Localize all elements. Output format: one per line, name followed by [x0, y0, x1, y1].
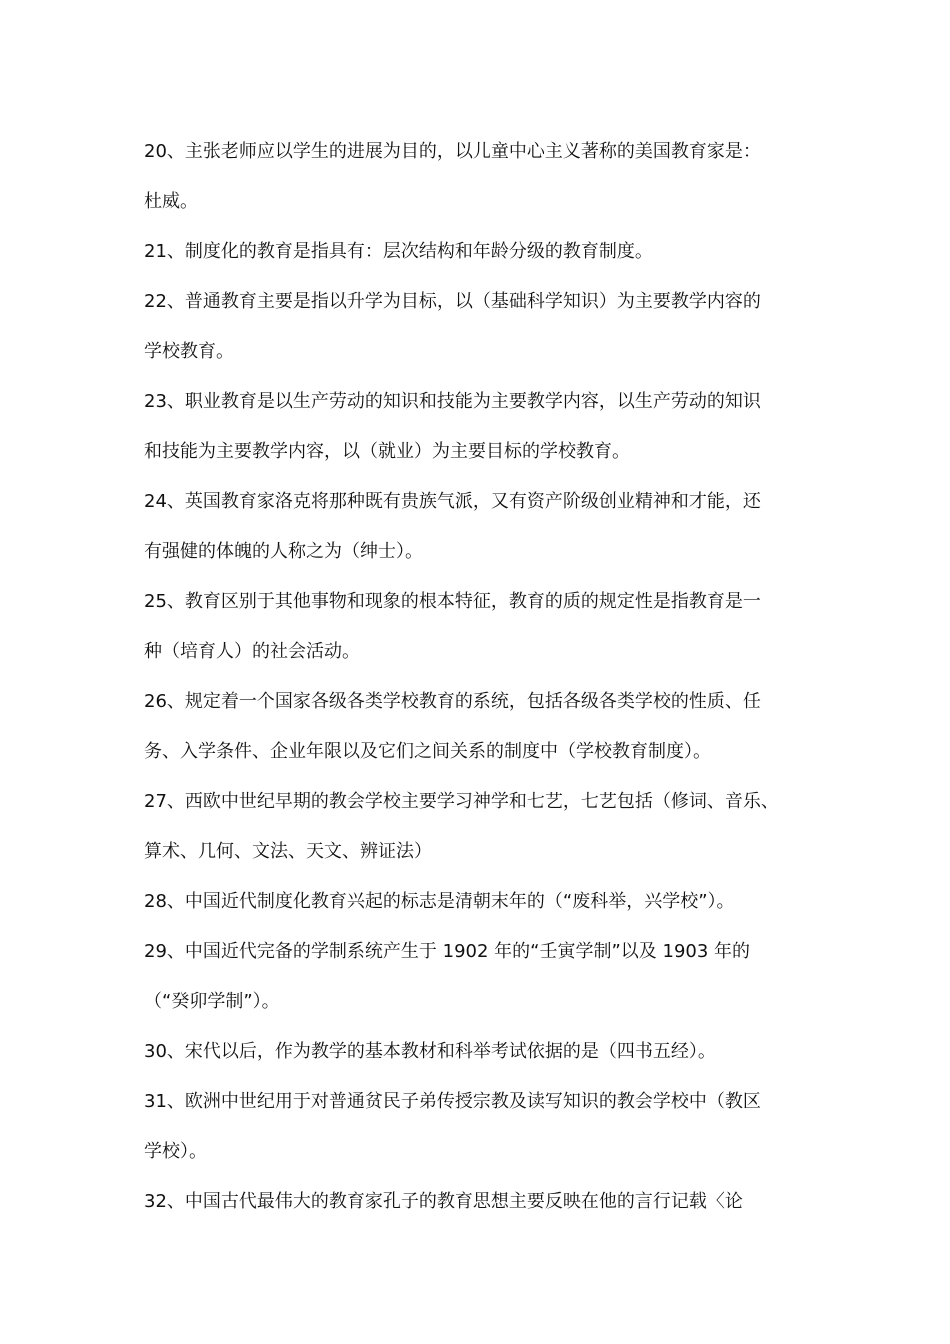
text-line: 务、入学条件、企业年限以及它们之间关系的制度中（学校教育制度）。	[144, 741, 711, 762]
text-line: 22、普通教育主要是指以升学为目标，以（基础科学知识）为主要教学内容的	[144, 291, 761, 312]
text-line: 20、主张老师应以学生的进展为目的，以儿童中心主义著称的美国教育家是：	[144, 141, 761, 162]
text-line: 种（培育人）的社会活动。	[144, 641, 360, 662]
text-line: 23、职业教育是以生产劳动的知识和技能为主要教学内容，以生产劳动的知识	[144, 391, 761, 412]
text-line: 26、规定着一个国家各级各类学校教育的系统，包括各级各类学校的性质、任	[144, 691, 761, 712]
text-line: （“癸卯学制”）。	[144, 991, 280, 1012]
text-line: 30、宋代以后，作为教学的基本教材和科举考试依据的是（四书五经）。	[144, 1041, 716, 1062]
text-line: 杜威。	[144, 191, 198, 212]
text-line: 和技能为主要教学内容，以（就业）为主要目标的学校教育。	[144, 441, 630, 462]
text-line: 27、西欧中世纪早期的教会学校主要学习神学和七艺，七艺包括（修词、音乐、	[144, 791, 779, 812]
text-line: 学校）。	[144, 1141, 207, 1162]
text-line: 31、欧洲中世纪用于对普通贫民子弟传授宗教及读写知识的教会学校中（教区	[144, 1091, 761, 1112]
text-line: 有强健的体魄的人称之为（绅士）。	[144, 541, 423, 562]
text-line: 32、中国古代最伟大的教育家孔子的教育思想主要反映在他的言行记载〈论	[144, 1191, 743, 1212]
text-line: 29、中国近代完备的学制系统产生于 1902 年的“壬寅学制”以及 1903 年的	[144, 941, 751, 962]
text-line: 24、英国教育家洛克将那种既有贵族气派，又有资产阶级创业精神和才能，还	[144, 491, 761, 512]
text-line: 25、教育区别于其他事物和现象的根本特征，教育的质的规定性是指教育是一	[144, 591, 761, 612]
text-line: 算术、几何、文法、天文、辨证法）	[144, 841, 432, 862]
document-body	[144, 130, 834, 1230]
text-line: 28、中国近代制度化教育兴起的标志是清朝末年的（“废科举，兴学校”）。	[144, 891, 735, 912]
text-line: 21、制度化的教育是指具有：层次结构和年龄分级的教育制度。	[144, 241, 653, 262]
text-line: 学校教育。	[144, 341, 234, 362]
